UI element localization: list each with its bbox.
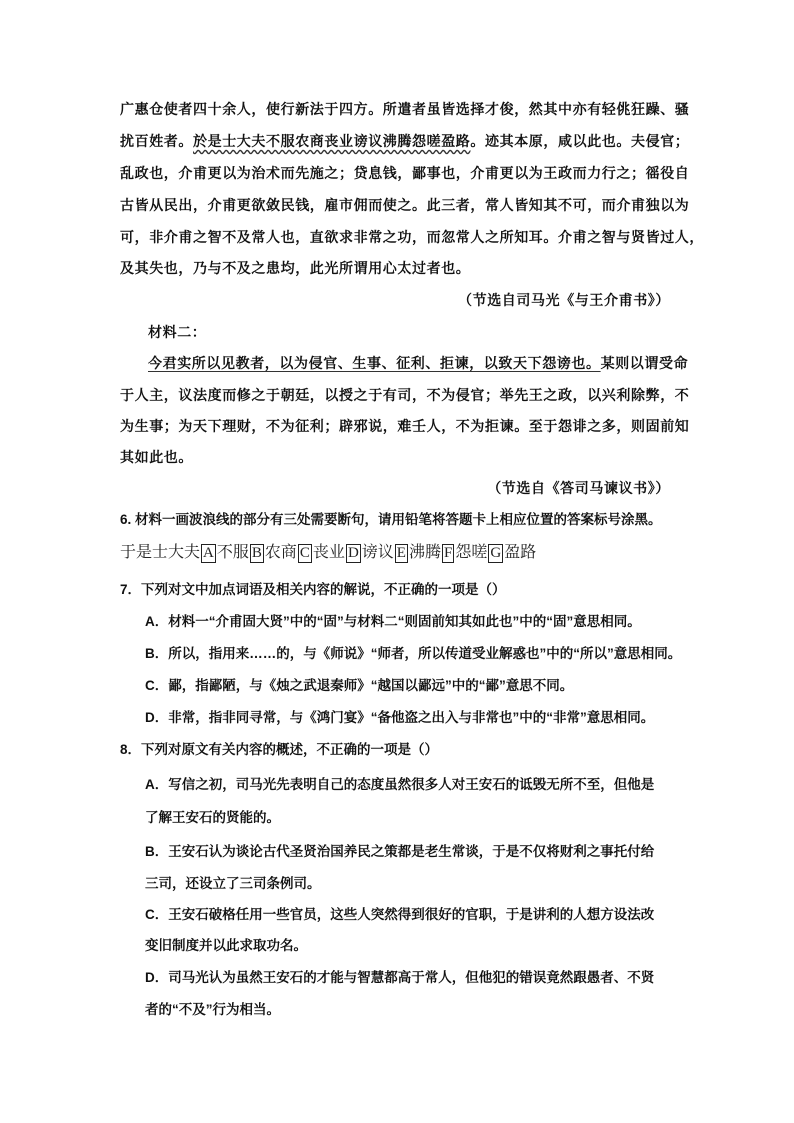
question-8-option-a-cont: 了解王安石的贤能的。 — [145, 810, 280, 825]
material1-line-3: 乱政也，介甫更以为治术而先施之；贷息钱，鄙事也，介甫更以为王政而力行之；徭役自 — [120, 166, 690, 182]
question-7-option-b[interactable]: B．所以，指用来……的，与《师说》“师者，所以传道受业解惑也”中的“所以”意思相同。 — [145, 646, 682, 661]
sentence-segment: 不服 — [216, 544, 249, 561]
question-8-stem: 8．下列对原文有关内容的概述，不正确的一项是（） — [120, 742, 439, 757]
question-8-option-c[interactable]: C．王安石破格任用一些官员，这些人突然得到很好的官职，于是讲利的人想方设法改 — [145, 907, 655, 922]
material2-line-1 — [148, 354, 708, 374]
question-8-option-d[interactable]: D．司马光认为虽然王安石的才能与智慧都高于常人，但他犯的错误竟然跟愚者、不贤 — [145, 970, 655, 985]
material2-text: 某则以谓受命 — [600, 356, 689, 372]
question-8-option-a[interactable]: A．写信之初，司马光先表明自己的态度虽然很多人对王安石的诋毁无所不至，但他是 — [145, 777, 655, 792]
punctuation-sentence — [120, 542, 536, 564]
break-label-g[interactable]: G — [490, 545, 502, 561]
material2-line-4: 其如此也。 — [120, 450, 193, 466]
material1-source: （节选自司马光《与王介甫书》） — [458, 293, 670, 309]
material2-source: （节选自《答司马谏议书》） — [487, 481, 670, 497]
material1-line-5: 可，非介甫之智不及常人也，直欲求非常之功，而忽常人之所知耳。介甫之智与贤皆过人， — [120, 230, 704, 246]
sentence-segment: 丧业 — [312, 544, 345, 561]
break-label-b[interactable]: B — [251, 545, 262, 561]
material1-line-6: 及其失也，乃与不及之患均，此光所谓用心太过者也。 — [120, 261, 471, 277]
break-label-e[interactable]: E — [396, 545, 406, 561]
break-label-c[interactable]: C — [299, 545, 310, 561]
question-8-option-c-cont: 变旧制度并以此求取功名。 — [145, 938, 307, 953]
sentence-segment: 沸腾 — [408, 544, 441, 561]
question-8-option-d-cont: 者的“不及”行为相当。 — [145, 1002, 280, 1017]
break-label-f[interactable]: F — [443, 545, 453, 561]
question-7-option-d[interactable]: D．非常，指非同寻常，与《鸿门宴》“备他盗之出入与非常也”中的“非常”意思相同。 — [145, 710, 655, 725]
question-8-option-b[interactable]: B．王安石认为谈论古代圣贤治国养民之策都是老生常谈，于是不仅将财利之事托付给 — [145, 844, 655, 859]
sentence-segment: 盈路 — [504, 544, 537, 561]
question-7-option-a[interactable]: A．材料一“介甫固大贤”中的“固”与材料二“则固前知其如此也”中的“固”意思相同。 — [145, 614, 641, 629]
material2-heading: 材料二： — [148, 325, 207, 341]
question-7-option-c[interactable]: C．鄙，指鄙陋，与《烛之武退秦师》“越国以鄙远”中的“鄙”意思不同。 — [145, 678, 574, 693]
break-label-a[interactable]: A — [203, 545, 214, 561]
material1-line-1: 广惠仓使者四十余人，使行新法于四方。所遣者虽皆选择才俊，然其中亦有轻佻狂躁、骚 — [120, 102, 690, 118]
material1-line-2 — [120, 132, 690, 152]
question-7-stem: 7．下列对文中加点词语及相关内容的解说，不正确的一项是（） — [120, 582, 506, 597]
material1-text: 扰百姓者。 — [120, 134, 193, 150]
underlined-sentence: 今君实所以见教者，以为侵官、生事、征利、拒谏，以致天下怨谤也。 — [148, 356, 601, 372]
break-label-d[interactable]: D — [347, 545, 359, 561]
sentence-segment: 谤议 — [361, 544, 394, 561]
sentence-segment: 怨嗟 — [455, 544, 488, 561]
material2-line-2: 于人主，议法度而修之于朝廷，以授之于有司，不为侵官；举先王之政，以兴利除弊，不 — [120, 388, 690, 404]
question-8-option-b-cont: 三司，还设立了三司条例司。 — [145, 876, 321, 891]
material2-line-3: 为生事；为天下理财，不为征利；辟邪说，难壬人，不为拒谏。至于怨诽之多，则固前知 — [120, 419, 690, 435]
question-6-stem: 6. 材料一画波浪线的部分有三处需要断句，请用铅笔将答题卡上相应位置的答案标号涂黑。 — [120, 512, 662, 527]
material1-text: 。迹其本原，咸以此也。夫侵官； — [470, 134, 690, 150]
wavy-underlined-sentence: 於是士大夫不服农商丧业谤议沸腾怨嗟盈路 — [193, 134, 471, 150]
sentence-segment: 农商 — [264, 544, 297, 561]
sentence-segment: 于是士大夫 — [120, 544, 201, 561]
material1-line-4: 古皆从民出，介甫更欲敛民钱，雇市佣而使之。此三者，常人皆知其不可，而介甫独以为 — [120, 198, 690, 214]
